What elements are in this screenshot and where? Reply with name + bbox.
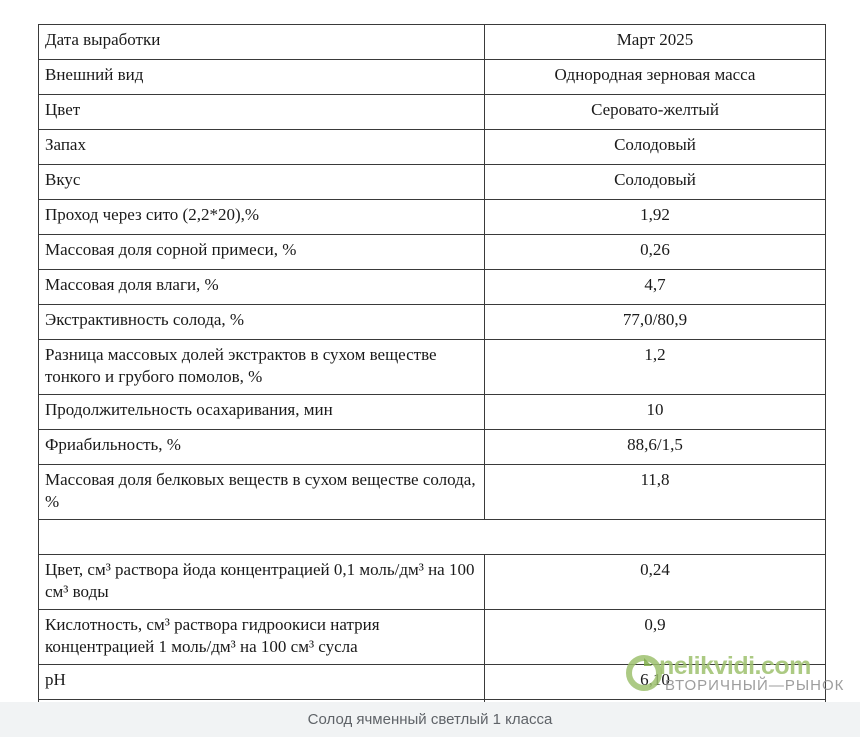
param-cell: Массовая доля влаги, % [39,270,485,305]
value-cell: Март 2025 [485,25,826,60]
table-row [39,95,826,130]
param-cell: Продолжительность осахаривания, мин [39,395,485,430]
empty-cell [39,520,826,555]
value-cell: 77,0/80,9 [485,305,826,340]
table-row [39,60,826,95]
table-row [39,555,826,610]
table-row [39,235,826,270]
param-cell: Разница массовых долей экстрактов в сухом веществе тонкого и грубого помолов, % [39,340,485,395]
value-cell: Солодовый [485,165,826,200]
value-cell: 6,10 [485,665,826,700]
value-cell: Солодовый [485,130,826,165]
param-cell: Массовая доля белковых веществ в сухом веществе солода, % [39,465,485,520]
watermark [625,652,845,696]
value-cell: Серовато-желтый [485,95,826,130]
param-cell: Внешний вид [39,60,485,95]
caption-bar [0,702,860,737]
param-cell: Проход через сито (2,2*20),% [39,200,485,235]
value-cell: 10 [485,395,826,430]
table-row [39,340,826,395]
param-cell: Кислотность, см³ раствора гидроокиси натрия концентрацией 1 моль/дм³ на 100 см³ сусла [39,610,485,665]
value-cell: 4,7 [485,270,826,305]
value-cell: 0,24 [485,555,826,610]
table-row [39,270,826,305]
param-cell: Дата выработки [39,25,485,60]
param-cell: Цвет, см³ раствора йода концентрацией 0,1 моль/дм³ на 100 см³ воды [39,555,485,610]
value-cell: 11,8 [485,465,826,520]
param-cell: Массовая доля сорной примеси, % [39,235,485,270]
table-row [39,130,826,165]
value-cell: 1,92 [485,200,826,235]
value-cell: Однородная зерновая масса [485,60,826,95]
table-row [39,200,826,235]
param-cell: Вкус [39,165,485,200]
value-cell: 1,2 [485,340,826,395]
watermark-brand: nelikvidi.com [659,652,811,680]
value-cell: 0,26 [485,235,826,270]
empty-row [39,520,826,555]
table-row [39,165,826,200]
image-caption: Солод ячменный светлый 1 класса [307,711,553,728]
watermark-subtitle: ВТОРИЧНЫЙ—РЫНОК [665,677,845,694]
value-cell: 88,6/1,5 [485,430,826,465]
recycle-leaf-icon [625,654,663,692]
param-cell: Запах [39,130,485,165]
table-row [39,465,826,520]
param-cell: Фриабильность, % [39,430,485,465]
param-cell: pH [39,665,485,700]
table-row [39,305,826,340]
value-cell: 0,9 [485,610,826,665]
specification-table [38,24,826,735]
table-row [39,430,826,465]
param-cell: Экстрактивность солода, % [39,305,485,340]
table-row [39,395,826,430]
table-row [39,25,826,60]
param-cell: Цвет [39,95,485,130]
